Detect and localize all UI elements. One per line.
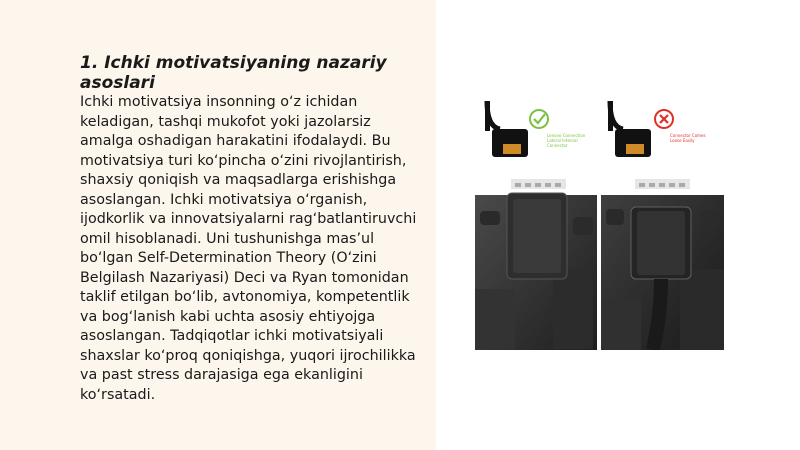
connector-comparison-photo [475, 99, 724, 350]
slide-body-text: Ichki motivatsiya insonning o‘z ichidan keladigan, tashqi mukofot yoki jazolarsiz amalga oshadigan harakatini ifodalaydi. Bu motivatsiya turi ko‘pincha o‘zini rivojlantirish, shaxsiy qoniqish va maqsadlarga erishishga asoslangan. Ichki motivatsiya o‘rganish, ijodkorlik va innovatsiyalarni rag‘batlantiruvchi omil hisoblanadi. Uni tushunishga mas’ul bo‘lgan Self-Determination Theory (O‘zini Belgilash Nazariyasi) Deci va Ryan tomonidan taklif etilgan bo‘lib, avtonomiya, kompetentlik va bog‘lanish kabi uchta asosiy ehtiyojga asoslangan. Tadqiqotlar ichki motivatsiyali shaxslar ko‘proq qoniqishga, yuqori ijrochilikka va past stress darajasiga ega ekanligini ko‘rsatadi. [80, 94, 417, 403]
left-caption: Lenovo Connection [547, 133, 586, 138]
svg-text:Lateral Internal: Lateral Internal [547, 138, 578, 143]
right-caption: Connector Comes [670, 133, 706, 138]
svg-text:Connector: Connector [547, 143, 568, 148]
svg-text:Loose Easily: Loose Easily [670, 138, 695, 143]
slide-heading: 1. Ichki motivatsiyaning nazariy asoslari [80, 53, 387, 93]
